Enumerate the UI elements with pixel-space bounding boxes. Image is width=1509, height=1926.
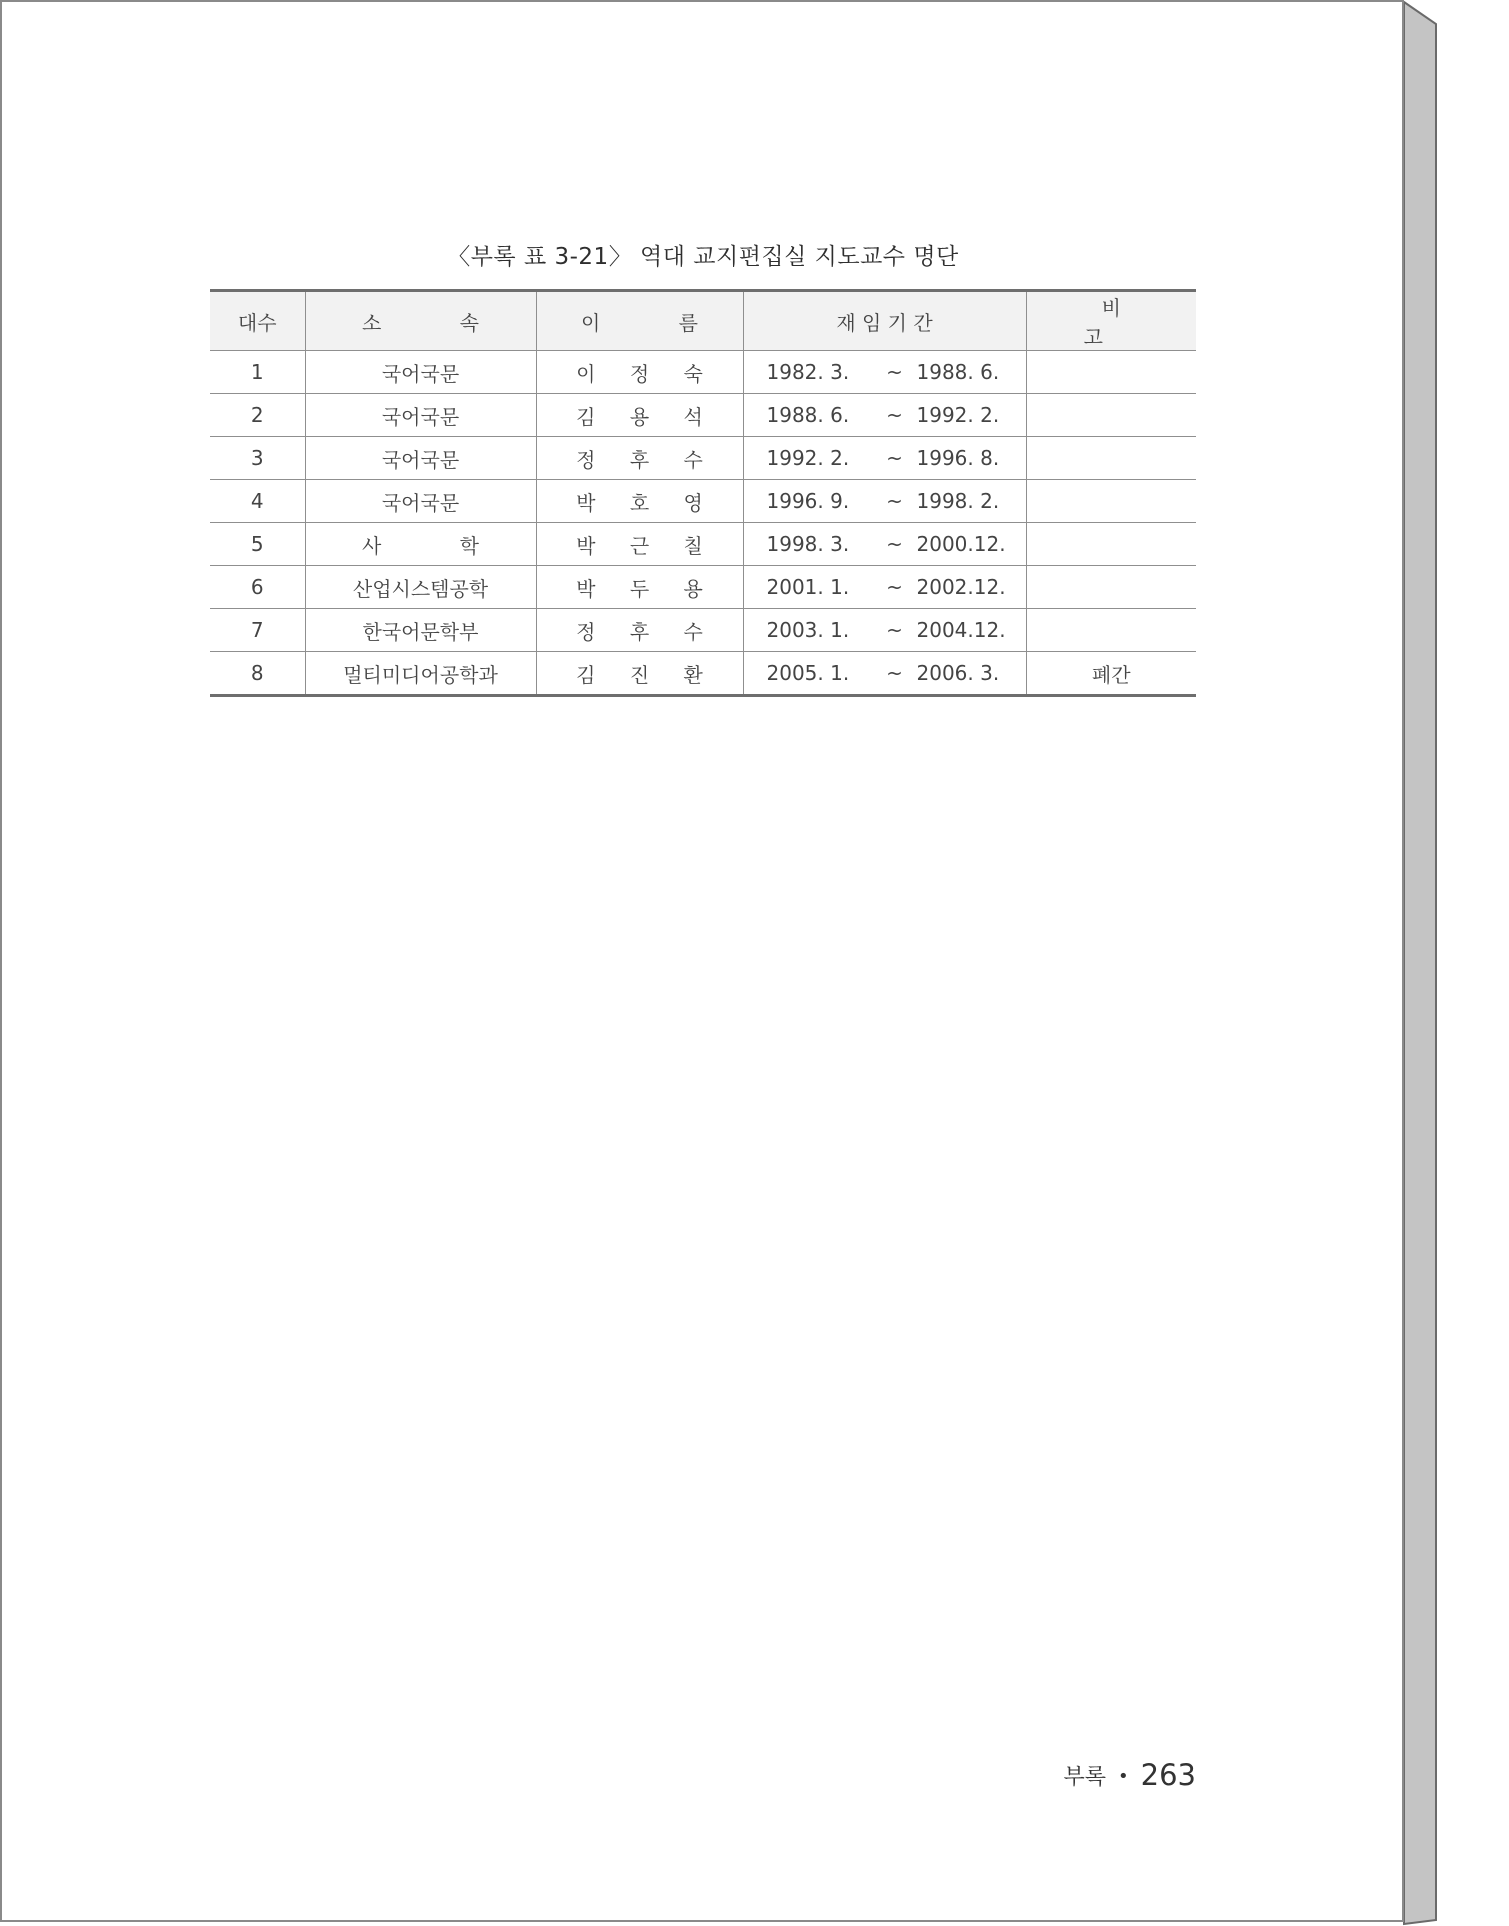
term-end: 1996. 8. — [916, 446, 1000, 470]
cell-remarks — [1026, 609, 1196, 652]
table-row — [210, 609, 1196, 652]
cell-remarks — [1026, 480, 1196, 523]
cell-department: 국어국문 — [305, 480, 536, 523]
cell-term — [743, 394, 1026, 437]
cell-department: 국어국문 — [305, 437, 536, 480]
cell-term — [743, 480, 1026, 523]
term-end: 2004.12. — [916, 618, 1006, 642]
term-separator: ~ — [886, 661, 903, 685]
term-separator: ~ — [886, 403, 903, 427]
term-separator: ~ — [886, 618, 903, 642]
term-separator: ~ — [886, 489, 903, 513]
term-start: 1996. 9. — [766, 489, 850, 513]
cell-name: 김 진 환 — [536, 652, 743, 696]
term-start: 1992. 2. — [766, 446, 850, 470]
advisor-roster-table — [210, 289, 1196, 697]
term-end: 1998. 2. — [916, 489, 1000, 513]
term-start: 2003. 1. — [766, 618, 850, 642]
page-footer — [1064, 1758, 1197, 1792]
page-number: 263 — [1140, 1758, 1196, 1792]
table-row — [210, 480, 1196, 523]
cell-term — [743, 566, 1026, 609]
header-generation: 대수 — [210, 291, 305, 351]
cell-remarks — [1026, 437, 1196, 480]
table-row — [210, 351, 1196, 394]
cell-name: 이 정 숙 — [536, 351, 743, 394]
term-end: 1992. 2. — [916, 403, 1000, 427]
cell-name: 정 후 수 — [536, 609, 743, 652]
cell-generation: 2 — [210, 394, 305, 437]
cell-department: 사 학 — [305, 523, 536, 566]
header-term: 재 임 기 간 — [743, 291, 1026, 351]
term-end: 2006. 3. — [916, 661, 1000, 685]
cell-remarks — [1026, 523, 1196, 566]
header-remarks: 비 고 — [1026, 291, 1196, 351]
cell-department: 산업시스템공학 — [305, 566, 536, 609]
cell-generation: 6 — [210, 566, 305, 609]
cell-name: 박 호 영 — [536, 480, 743, 523]
term-start: 1998. 3. — [766, 532, 850, 556]
cell-remarks — [1026, 566, 1196, 609]
term-separator: ~ — [886, 360, 903, 384]
cell-name: 박 두 용 — [536, 566, 743, 609]
term-start: 1982. 3. — [766, 360, 850, 384]
cell-department: 멀티미디어공학과 — [305, 652, 536, 696]
term-separator: ~ — [886, 532, 903, 556]
header-name: 이 름 — [536, 291, 743, 351]
cell-term — [743, 609, 1026, 652]
cell-generation: 3 — [210, 437, 305, 480]
cell-term — [743, 437, 1026, 480]
cell-remarks: 폐간 — [1026, 652, 1196, 696]
cell-department: 국어국문 — [305, 394, 536, 437]
term-start: 2001. 1. — [766, 575, 850, 599]
table-row — [210, 566, 1196, 609]
cell-generation: 4 — [210, 480, 305, 523]
footer-bullet: • — [1118, 1766, 1129, 1787]
cell-term — [743, 351, 1026, 394]
cell-generation: 7 — [210, 609, 305, 652]
cell-generation: 8 — [210, 652, 305, 696]
table-header-row — [210, 291, 1196, 351]
cell-term — [743, 652, 1026, 696]
cell-name: 정 후 수 — [536, 437, 743, 480]
term-end: 1988. 6. — [916, 360, 1000, 384]
term-end: 2002.12. — [916, 575, 1006, 599]
table-row — [210, 437, 1196, 480]
cell-department: 국어국문 — [305, 351, 536, 394]
header-department: 소 속 — [305, 291, 536, 351]
cell-term — [743, 523, 1026, 566]
cell-generation: 1 — [210, 351, 305, 394]
cell-department: 한국어문학부 — [305, 609, 536, 652]
term-separator: ~ — [886, 575, 903, 599]
cell-name: 박 근 칠 — [536, 523, 743, 566]
term-end: 2000.12. — [916, 532, 1006, 556]
footer-section-label: 부록 — [1063, 1765, 1107, 1790]
table-caption: 〈부록 표 3-21〉 역대 교지편집실 지도교수 명단 — [447, 244, 959, 270]
table-row — [210, 652, 1196, 696]
term-start: 1988. 6. — [766, 403, 850, 427]
cell-remarks — [1026, 394, 1196, 437]
term-separator: ~ — [886, 446, 903, 470]
cell-name: 김 용 석 — [536, 394, 743, 437]
table-row — [210, 523, 1196, 566]
cell-remarks — [1026, 351, 1196, 394]
term-start: 2005. 1. — [766, 661, 850, 685]
table-row — [210, 394, 1196, 437]
cell-generation: 5 — [210, 523, 305, 566]
